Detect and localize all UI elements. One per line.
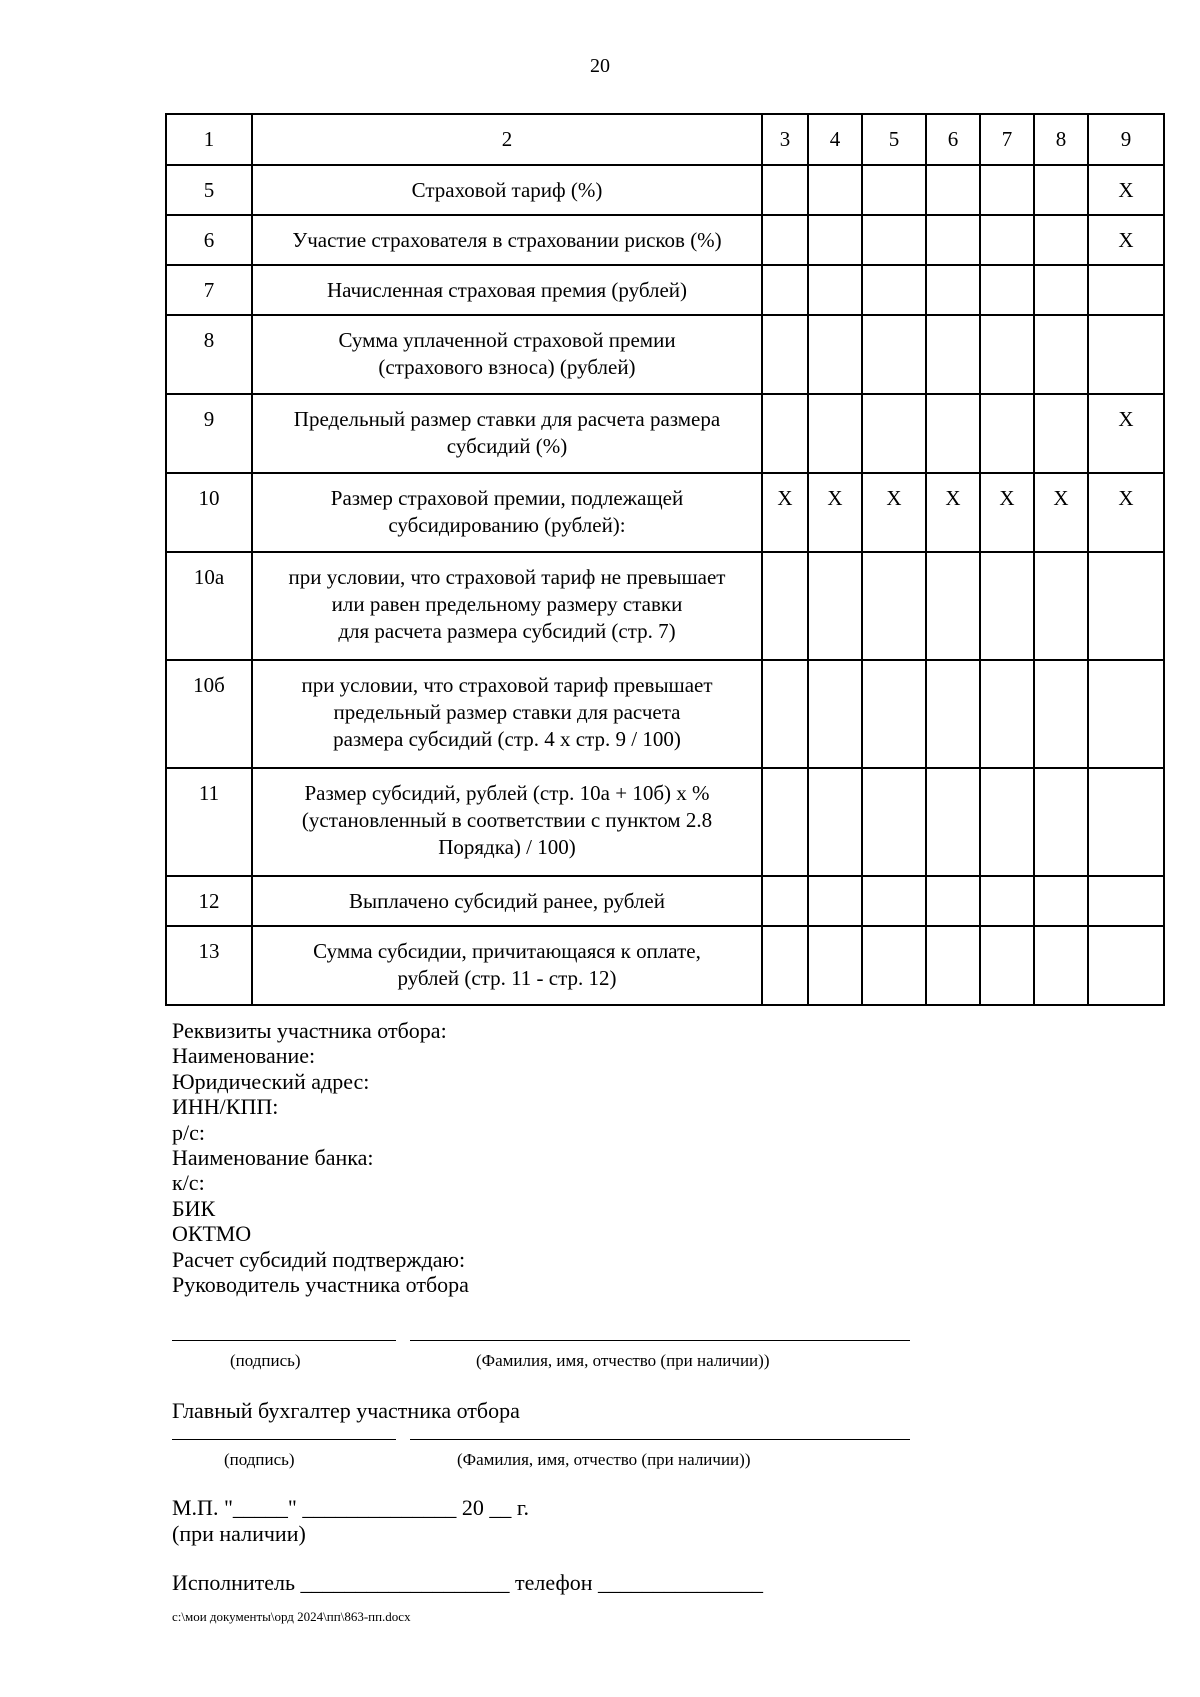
accountant-signature-caption: (подпись) (224, 1450, 295, 1469)
mark-cell (762, 265, 808, 315)
mark-cell (862, 165, 926, 215)
mark-cell (808, 394, 862, 473)
chief-accountant-label: Главный бухгалтер участника отбора (172, 1398, 520, 1423)
subsidy-calculation-table (165, 113, 1165, 1006)
row-number: 12 (166, 876, 252, 926)
header-cell: 1 (166, 114, 252, 165)
row-label-line: Участие страхователя в страховании рисков (%) (292, 228, 722, 252)
row-label-line: размера субсидий (стр. 4 x стр. 9 / 100) (333, 727, 681, 751)
mark-cell (1034, 394, 1088, 473)
row-label-line: (страхового взноса) (рублей) (378, 355, 636, 379)
row-label-line: Сумма субсидии, причитающаяся к оплате, (313, 939, 701, 963)
row-label (252, 315, 762, 394)
row-number: 10б (166, 660, 252, 768)
mark-cell: X (1088, 473, 1164, 552)
table-row (166, 926, 1164, 1005)
mark-cell (762, 926, 808, 1005)
mark-cell (926, 165, 980, 215)
mark-cell (926, 926, 980, 1005)
mark-cell (1034, 768, 1088, 876)
row-label-line: для расчета размера субсидий (стр. 7) (338, 619, 676, 643)
mark-cell: X (926, 473, 980, 552)
mark-cell (1034, 315, 1088, 394)
stamp-note: (при наличии) (172, 1521, 306, 1546)
mark-cell (808, 315, 862, 394)
requisite-line: Реквизиты участника отбора: (172, 1018, 447, 1043)
executor-phone-line: Исполнитель ___________________ телефон _______________ (172, 1570, 763, 1595)
mark-cell (1088, 265, 1164, 315)
head-name-caption: (Фамилия, имя, отчество (при наличии)) (476, 1351, 770, 1370)
requisite-line: БИК (172, 1195, 216, 1221)
mark-cell (808, 552, 862, 660)
mark-cell: X (762, 473, 808, 552)
mark-cell: X (862, 473, 926, 552)
requisite-line: Юридический адрес: (172, 1068, 370, 1094)
table-row (166, 265, 1164, 315)
mark-cell: X (1034, 473, 1088, 552)
row-number: 8 (166, 315, 252, 394)
requisite-line: ОКТМО (172, 1221, 252, 1247)
accountant-name-line (410, 1439, 910, 1440)
table-row (166, 315, 1164, 394)
header-cell: 8 (1034, 114, 1088, 165)
mark-cell (862, 660, 926, 768)
table-body (166, 114, 1164, 1005)
table-row (166, 768, 1164, 876)
table-row (166, 215, 1164, 265)
file-path-footer: c:\мои документы\орд 2024\пп\863-пп.docx (172, 1609, 411, 1624)
row-label-line: Страховой тариф (%) (411, 178, 603, 202)
table-header-row (166, 114, 1164, 165)
mark-cell (926, 215, 980, 265)
mark-cell (808, 265, 862, 315)
row-label-line: предельный размер ставки для расчета (333, 700, 681, 724)
participant-requisites (172, 1018, 469, 1297)
row-number: 6 (166, 215, 252, 265)
row-label (252, 265, 762, 315)
mark-cell (762, 552, 808, 660)
row-label (252, 660, 762, 768)
mark-cell (762, 876, 808, 926)
table-row (166, 165, 1164, 215)
mark-cell (1088, 315, 1164, 394)
row-label-line: (установленный в соответствии с пунктом 2.8 (301, 808, 713, 832)
mark-cell (808, 768, 862, 876)
row-number: 5 (166, 165, 252, 215)
header-cell: 5 (862, 114, 926, 165)
mark-cell (862, 265, 926, 315)
requisite-line: Наименование банка: (172, 1145, 374, 1171)
mark-cell (1034, 926, 1088, 1005)
table-row (166, 660, 1164, 768)
mark-cell: X (808, 473, 862, 552)
mark-cell (808, 215, 862, 265)
row-label-line: Начисленная страховая премия (рублей) (326, 278, 688, 302)
row-label-line: субсидий (%) (446, 434, 568, 458)
mark-cell (862, 552, 926, 660)
mark-cell (1088, 926, 1164, 1005)
mark-cell (862, 215, 926, 265)
mark-cell (1088, 660, 1164, 768)
mark-cell (926, 768, 980, 876)
mark-cell: X (1088, 394, 1164, 473)
mark-cell (1034, 552, 1088, 660)
header-cell: 7 (980, 114, 1034, 165)
row-label-line: рублей (стр. 11 - стр. 12) (397, 966, 617, 990)
mark-cell (862, 768, 926, 876)
mark-cell (980, 394, 1034, 473)
mark-cell (862, 876, 926, 926)
row-number: 10а (166, 552, 252, 660)
header-cell: 6 (926, 114, 980, 165)
row-label (252, 215, 762, 265)
mark-cell (926, 315, 980, 394)
row-label (252, 394, 762, 473)
requisite-line: Наименование: (172, 1043, 316, 1069)
page-number: 20 (590, 55, 610, 77)
mark-cell (980, 265, 1034, 315)
mark-cell (762, 768, 808, 876)
row-number: 10 (166, 473, 252, 552)
mark-cell (762, 215, 808, 265)
mark-cell (762, 394, 808, 473)
table-row (166, 876, 1164, 926)
row-label-line: при условии, что страховой тариф превышает (301, 673, 713, 697)
mark-cell (980, 660, 1034, 768)
row-number: 9 (166, 394, 252, 473)
row-label-line: Размер субсидий, рублей (стр. 10а + 10б) x % (304, 781, 710, 805)
mark-cell (1034, 265, 1088, 315)
head-signature-line (172, 1340, 396, 1341)
accountant-signature-line (172, 1439, 396, 1440)
requisite-line: Расчет субсидий подтверждаю: (172, 1246, 466, 1272)
mark-cell (762, 660, 808, 768)
table-row (166, 394, 1164, 473)
row-label (252, 473, 762, 552)
mark-cell (1034, 215, 1088, 265)
mark-cell (808, 660, 862, 768)
mark-cell (808, 876, 862, 926)
row-label (252, 165, 762, 215)
row-number: 13 (166, 926, 252, 1005)
row-label-line: субсидированию (рублей): (388, 513, 626, 537)
mark-cell (980, 552, 1034, 660)
mark-cell (980, 926, 1034, 1005)
mark-cell (862, 394, 926, 473)
mark-cell (1034, 165, 1088, 215)
row-label-line: Сумма уплаченной страховой премии (338, 328, 676, 352)
mark-cell: X (1088, 165, 1164, 215)
mark-cell (926, 876, 980, 926)
requisite-line: Руководитель участника отбора (172, 1272, 469, 1298)
header-cell: 2 (252, 114, 762, 165)
header-cell: 9 (1088, 114, 1164, 165)
requisite-line: р/с: (172, 1119, 205, 1145)
mark-cell (762, 165, 808, 215)
row-label (252, 926, 762, 1005)
mark-cell (980, 165, 1034, 215)
mark-cell (980, 315, 1034, 394)
mark-cell (808, 926, 862, 1005)
row-label (252, 876, 762, 926)
requisite-line: ИНН/КПП: (172, 1094, 279, 1120)
mark-cell (980, 876, 1034, 926)
header-cell: 3 (762, 114, 808, 165)
mark-cell (980, 215, 1034, 265)
mark-cell (926, 394, 980, 473)
mark-cell (1034, 660, 1088, 768)
mark-cell (1088, 552, 1164, 660)
row-label-line: Порядка) / 100) (438, 835, 576, 859)
accountant-name-caption: (Фамилия, имя, отчество (при наличии)) (457, 1450, 751, 1469)
mark-cell: X (1088, 215, 1164, 265)
row-label-line: при условии, что страховой тариф не превышает (288, 565, 726, 589)
header-cell: 4 (808, 114, 862, 165)
requisite-line: к/с: (172, 1170, 205, 1196)
head-name-line (410, 1340, 910, 1341)
mark-cell (926, 660, 980, 768)
head-signature-caption: (подпись) (230, 1351, 301, 1370)
row-label (252, 552, 762, 660)
row-number: 7 (166, 265, 252, 315)
mark-cell (980, 768, 1034, 876)
row-label (252, 768, 762, 876)
table-row (166, 552, 1164, 660)
mark-cell (1034, 876, 1088, 926)
mark-cell (862, 315, 926, 394)
stamp-date-line: М.П. "_____" ______________ 20 __ г. (172, 1495, 529, 1520)
row-label-line: или равен предельному размеру ставки (331, 592, 683, 616)
row-label-line: Предельный размер ставки для расчета размера (293, 407, 721, 431)
row-label-line: Размер страховой премии, подлежащей (330, 486, 684, 510)
table-row (166, 473, 1164, 552)
mark-cell (1088, 768, 1164, 876)
mark-cell (762, 315, 808, 394)
mark-cell (926, 552, 980, 660)
row-number: 11 (166, 768, 252, 876)
mark-cell (808, 165, 862, 215)
mark-cell (926, 265, 980, 315)
row-label-line: Выплачено субсидий ранее, рублей (349, 889, 665, 913)
mark-cell (862, 926, 926, 1005)
mark-cell (1088, 876, 1164, 926)
mark-cell: X (980, 473, 1034, 552)
